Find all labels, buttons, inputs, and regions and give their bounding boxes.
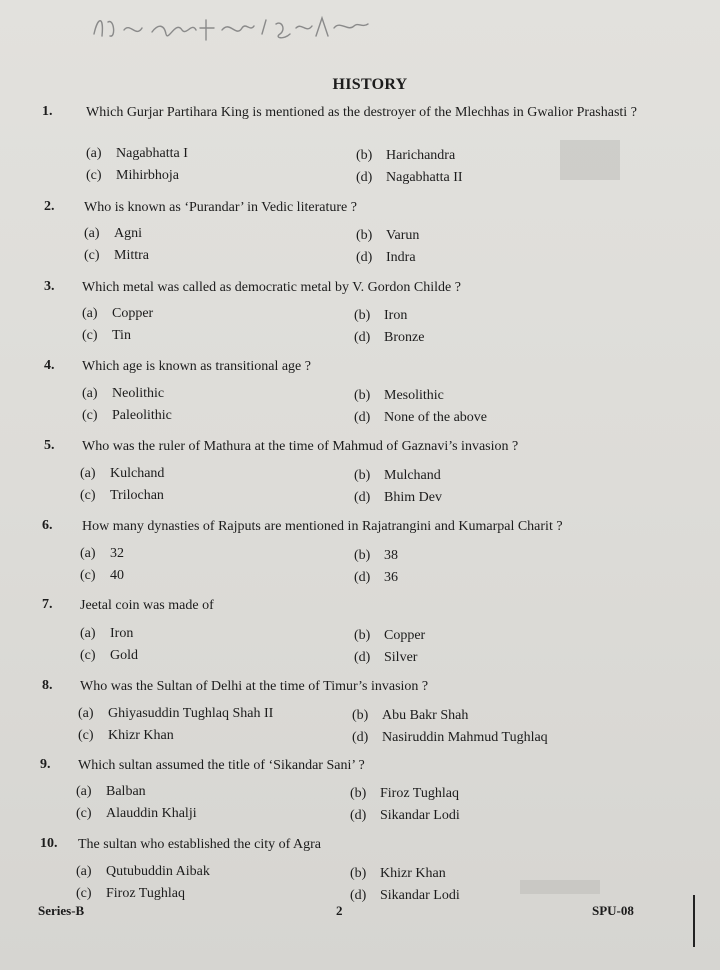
option-d <box>352 730 548 746</box>
option-text: Bhim Dev <box>384 490 442 505</box>
option-text: None of the above <box>384 410 488 425</box>
option-text: Kulchand <box>110 466 165 481</box>
option-label: (c) <box>76 886 92 901</box>
option-c <box>84 248 149 264</box>
option-text: 40 <box>110 568 124 583</box>
option-label: (a) <box>80 626 96 641</box>
option-text: 36 <box>384 570 398 585</box>
option-label: (a) <box>76 864 92 879</box>
option-label: (b) <box>356 148 373 163</box>
option-label: (a) <box>80 546 96 561</box>
question-text: Who was the ruler of Mathura at the time of Mahmud of Gaznavi’s invasion ? <box>82 439 519 454</box>
option-label: (b) <box>354 628 371 643</box>
question-number: 5. <box>44 438 55 453</box>
footer-series: Series-B <box>38 903 85 918</box>
option-text: Firoz Tughlaq <box>106 886 185 901</box>
option-b <box>354 308 407 324</box>
question-text: Which metal was called as democratic metal by V. Gordon Childe ? <box>82 280 461 295</box>
option-label: (b) <box>350 866 367 881</box>
option-text: Agni <box>114 226 142 241</box>
option-label: (c) <box>80 568 96 583</box>
option-label: (c) <box>84 248 100 263</box>
option-text: Copper <box>112 306 154 321</box>
option-d <box>354 490 442 506</box>
option-b <box>356 148 455 164</box>
question-number: 9. <box>40 757 51 772</box>
option-c <box>80 488 164 504</box>
handwritten-scribble <box>90 8 390 44</box>
option-d <box>354 410 487 426</box>
option-text: Trilochan <box>110 488 164 503</box>
option-label: (c) <box>78 728 94 743</box>
option-b <box>352 708 468 724</box>
question-text: Which age is known as transitional age ? <box>82 359 311 374</box>
option-text: Nagabhatta I <box>116 146 188 161</box>
option-label: (b) <box>354 468 371 483</box>
question-number: 1. <box>42 104 53 119</box>
option-label: (c) <box>82 408 98 423</box>
option-label: (d) <box>354 650 371 665</box>
option-c <box>82 408 172 424</box>
option-label: (d) <box>354 330 371 345</box>
option-b <box>354 468 441 484</box>
option-text: Khizr Khan <box>108 728 174 743</box>
option-text: Copper <box>384 628 426 643</box>
question-number: 6. <box>42 518 53 533</box>
option-label: (d) <box>350 888 367 903</box>
option-text: 32 <box>110 546 124 561</box>
question-text: Who was the Sultan of Delhi at the time of Timur’s invasion ? <box>80 679 429 694</box>
option-b <box>354 388 444 404</box>
option-c <box>76 886 185 902</box>
option-label: (c) <box>86 168 102 183</box>
option-label: (b) <box>356 228 373 243</box>
option-d <box>356 250 416 266</box>
option-a <box>80 546 124 562</box>
question-text: Which Gurjar Partihara King is mentioned as the destroyer of the Mlechhas in Gwalior Prashasti ? <box>86 105 637 120</box>
option-c <box>78 728 174 744</box>
option-d <box>354 570 398 586</box>
option-text: Mesolithic <box>384 388 444 403</box>
option-text: Harichandra <box>386 148 456 163</box>
option-label: (d) <box>354 410 371 425</box>
option-b <box>356 228 419 244</box>
footer-page-number: 2 <box>336 903 343 918</box>
option-label: (c) <box>82 328 98 343</box>
question-number: 8. <box>42 678 53 693</box>
option-text: Nasiruddin Mahmud Tughlaq <box>382 730 548 745</box>
option-a <box>84 226 142 242</box>
option-text: Bronze <box>384 330 425 345</box>
option-label: (a) <box>82 386 98 401</box>
binding-mark <box>693 895 695 947</box>
option-c <box>80 648 138 664</box>
question-text: Which sultan assumed the title of ‘Sikandar Sani’ ? <box>78 758 365 773</box>
option-label: (d) <box>356 250 373 265</box>
option-text: Paleolithic <box>112 408 172 423</box>
option-b <box>354 548 398 564</box>
option-d <box>354 330 424 346</box>
option-text: Alauddin Khalji <box>106 806 197 821</box>
question-number: 7. <box>42 597 53 612</box>
option-text: Silver <box>384 650 418 665</box>
question-number: 10. <box>40 836 58 851</box>
option-text: Gold <box>110 648 138 663</box>
option-text: Indra <box>386 250 416 265</box>
option-label: (d) <box>350 808 367 823</box>
option-label: (b) <box>354 548 371 563</box>
option-a <box>78 706 273 722</box>
option-label: (d) <box>356 170 373 185</box>
option-c <box>76 806 197 822</box>
option-b <box>350 786 459 802</box>
option-text: Sikandar Lodi <box>380 888 460 903</box>
question-text: Who is known as ‘Purandar’ in Vedic literature ? <box>84 200 357 215</box>
option-label: (b) <box>354 388 371 403</box>
section-title: HISTORY <box>332 76 408 93</box>
option-text: 38 <box>384 548 398 563</box>
option-text: Firoz Tughlaq <box>380 786 459 801</box>
option-text: Tin <box>112 328 131 343</box>
option-d <box>354 650 417 666</box>
scan-smudge <box>560 140 620 180</box>
option-text: Mulchand <box>384 468 441 483</box>
option-label: (a) <box>86 146 102 161</box>
footer-code: SPU-08 <box>592 903 634 918</box>
option-c <box>86 168 179 184</box>
option-c <box>80 568 124 584</box>
question-number: 3. <box>44 279 55 294</box>
question-text: Jeetal coin was made of <box>80 598 214 613</box>
option-text: Mihirbhoja <box>116 168 179 183</box>
option-label: (a) <box>84 226 100 241</box>
option-a <box>76 864 210 880</box>
option-text: Qutubuddin Aibak <box>106 864 210 879</box>
scan-smudge <box>520 880 600 894</box>
option-a <box>80 626 133 642</box>
option-label: (c) <box>76 806 92 821</box>
option-text: Neolithic <box>112 386 165 401</box>
option-label: (d) <box>352 730 369 745</box>
option-label: (c) <box>80 648 96 663</box>
option-label: (a) <box>78 706 94 721</box>
option-d <box>356 170 463 186</box>
question-number: 4. <box>44 358 55 373</box>
option-a <box>80 466 164 482</box>
question-number: 2. <box>44 199 55 214</box>
option-d <box>350 888 460 904</box>
question-text: The sultan who established the city of Agra <box>78 837 321 852</box>
option-text: Nagabhatta II <box>386 170 463 185</box>
option-b <box>354 628 425 644</box>
question-text: How many dynasties of Rajputs are mentioned in Rajatrangini and Kumarpal Charit ? <box>82 519 563 534</box>
option-text: Khizr Khan <box>380 866 446 881</box>
option-text: Sikandar Lodi <box>380 808 460 823</box>
option-text: Abu Bakr Shah <box>382 708 469 723</box>
option-text: Balban <box>106 784 146 799</box>
option-text: Mittra <box>114 248 149 263</box>
option-text: Ghiyasuddin Tughlaq Shah II <box>108 706 274 721</box>
option-d <box>350 808 460 824</box>
option-c <box>82 328 131 344</box>
option-label: (b) <box>352 708 369 723</box>
option-label: (a) <box>80 466 96 481</box>
option-label: (a) <box>76 784 92 799</box>
option-a <box>76 784 146 800</box>
option-label: (b) <box>350 786 367 801</box>
option-text: Varun <box>386 228 420 243</box>
option-a <box>82 306 153 322</box>
option-a <box>86 146 188 162</box>
option-a <box>82 386 164 402</box>
option-label: (d) <box>354 490 371 505</box>
option-b <box>350 866 446 882</box>
option-label: (b) <box>354 308 371 323</box>
option-label: (d) <box>354 570 371 585</box>
option-label: (c) <box>80 488 96 503</box>
option-text: Iron <box>110 626 134 641</box>
option-label: (a) <box>82 306 98 321</box>
option-text: Iron <box>384 308 408 323</box>
